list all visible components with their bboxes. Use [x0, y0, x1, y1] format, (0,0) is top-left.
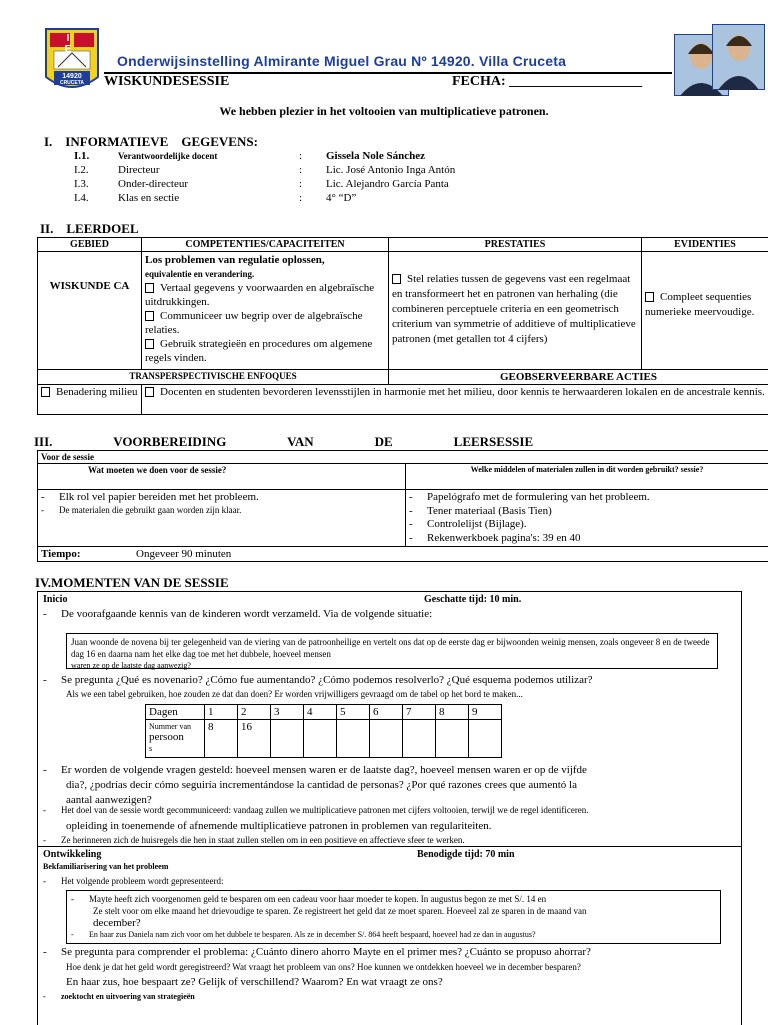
- info-row: I.3. Onder-directeur : Lic. Alejandro García Panta: [74, 178, 534, 192]
- session-heading: We hebben plezier in het voltooien van multiplicatieve patronen.: [0, 104, 768, 119]
- table-cell: [271, 720, 304, 758]
- list-item: - Tener materiaal (Basis Tien): [409, 505, 765, 519]
- inicio-label: Inicio: [43, 594, 67, 605]
- table-cell: 16: [238, 720, 271, 758]
- section1-heading: I. INFORMATIEVE GEGEVENS:: [44, 134, 258, 150]
- question-2: - Er worden de volgende vragen gesteld: hoeveel mensen waren er de laatste dag?, hoeveel mensen waren er op de vijfde dia?, ¿podrías decir cómo seguiría incrementándose la cantidad de personas? ¿Por qué razones crees que aumentó la aantal aanwezigen?: [43, 763, 587, 808]
- gebied-cell: WISKUNDE CA: [38, 252, 142, 370]
- section2-heading: II. LEERDOEL: [40, 221, 139, 237]
- wat-doen-cell: [38, 490, 406, 547]
- col-gebied: GEBIED: [38, 238, 142, 252]
- voor-sessie-label: Voor de sessie: [38, 451, 768, 464]
- comp-item: Gebruik strategieën en procedures om algemene regels vinden.: [145, 337, 385, 365]
- question-1: - Se pregunta ¿Qué es novenario? ¿Cómo fue aumentando? ¿Cómo podemos resolverlo? ¿Qué esquema podemos utilizar?: [43, 674, 593, 686]
- tiempo-row: Tiempo: Ongeveer 90 minuten: [38, 547, 768, 562]
- inicio-p1: - De voorafgaande kennis van de kinderen wordt verzameld. Via de volgende situatie:: [43, 608, 432, 620]
- col-prestaties: PRESTATIES: [389, 238, 642, 252]
- problem-intro: - Het volgende probleem wordt gepresenteerd:: [43, 876, 223, 886]
- house-rules: - Ze herinneren zich de huisregels die hen in staat zullen stellen om in een positieve en affectieve sfeer te werken.: [43, 835, 465, 845]
- table-header: 3: [271, 705, 304, 720]
- col-competenties: COMPETENTIES/CAPACITEITEN: [142, 238, 389, 252]
- session-goal-2: opleiding in toenemende of afnemende multiplicatieve patronen in problemen van regulariteiten.: [66, 820, 492, 832]
- table-header: 2: [238, 705, 271, 720]
- table-cell: [403, 720, 436, 758]
- middelen-cell: [406, 490, 768, 547]
- ontwikkeling-label: Ontwikkeling: [43, 849, 101, 860]
- info-row: I.4. Klas en sectie : 4° “D”: [74, 192, 534, 206]
- problem-box: - Mayte heeft zich voorgenomen geld te besparen om een cadeau voor haar moeder te kopen. In augustus begon ze met S/. 14 en Ze stelt voor om elke maand het drievoudige te sparen. Ze registreert het geld dat ze moet sparen. Hoeveel zal ze sparen in de maand van december? - En haar zus Daniela nam zich voor om het dubbele te besparen. Als ze in december S/. 864 heeft bespaard, hoeveel had ze dan in augustus?: [66, 890, 721, 944]
- list-item: - Controlelijst (Bijlage).: [409, 518, 765, 532]
- strategy-label: - zoektocht en uitvoering van strategieën: [43, 992, 195, 1001]
- section1-list: [74, 150, 534, 206]
- portrait-right: [712, 24, 765, 90]
- comp-item: Vertaal gegevens y voorwaarden en algebraïsche uitdrukkingen.: [145, 281, 385, 309]
- info-row: I.1. Verantwoordelijke docent : Gissela Nole Sánchez: [74, 150, 534, 164]
- list-item: - Rekenwerkboek pagina's: 39 en 40: [409, 532, 765, 546]
- checkbox-icon: [145, 311, 154, 321]
- section4-heading: IV.MOMENTEN VAN DE SESSIE: [35, 575, 229, 591]
- tijd-inicio: Geschatte tijd: 10 min.: [424, 594, 521, 605]
- question-3c: En haar zus, hoe bespaart ze? Gelijk of verschillend? Waarom? En wat vraagt ze ons?: [66, 976, 443, 988]
- info-row: I.2. Directeur : Lic. José Antonio Inga Antón: [74, 164, 534, 178]
- table-header: 5: [337, 705, 370, 720]
- list-item: - De materialen die gebruikt gaan worden zijn klaar.: [41, 504, 402, 517]
- col-wat-doen: Wat moeten we doen voor de sessie?: [38, 464, 406, 490]
- checkbox-icon: [41, 387, 50, 397]
- question-3: - Se pregunta para comprender el problema: ¿Cuánto dinero ahorro Mayte en el primer mes? ¿Cuánto se propuso ahorrar?: [43, 946, 591, 958]
- persons-table: [145, 704, 502, 758]
- list-item: - Elk rol vel papier bereiden met het probleem.: [41, 491, 402, 504]
- table-header: 1: [205, 705, 238, 720]
- acties-cell: Docenten en studenten bevorderen levensstijlen in harmonie met het milieu, door kennis te herwaarderen lokalen en de ancestrale kennis.: [142, 385, 768, 415]
- comp-item: Communiceer uw begrip over de algebraïsche relaties.: [145, 309, 385, 337]
- evidenties-cell: Compleet sequenties numerieke meervoudige.: [642, 252, 768, 370]
- session-goal: - Het doel van de sessie wordt gecommuniceerd: vandaag zullen we multiplicatieve patronen met cijfers voltooien, terwijl we de regel identificeren.: [43, 805, 589, 815]
- row-label: Nummer van persoon s: [146, 720, 205, 758]
- table-cell: 8: [205, 720, 238, 758]
- checkbox-icon: [145, 339, 154, 349]
- table-header: Dagen: [146, 705, 205, 720]
- table-header: 9: [469, 705, 502, 720]
- momenten-divider: [37, 846, 741, 847]
- question-1b: Als we een tabel gebruiken, hoe zouden ze dat dan doen? Er worden vrijwilligers gevraagd om de tabel op het bord te maken...: [66, 689, 523, 699]
- checkbox-icon: [392, 274, 401, 284]
- checkbox-icon: [145, 283, 154, 293]
- session-title: WISKUNDESESSIE: [104, 74, 229, 90]
- school-name: Onderwijsinstelling Almirante Miguel Grau Nº 14920. Villa Cruceta: [117, 53, 566, 69]
- leerdoel-table: [37, 237, 768, 415]
- logo-number: 14920: [54, 73, 90, 80]
- table-cell: [337, 720, 370, 758]
- prestaties-cell: Stel relaties tussen de gegevens vast een regelmaat en transformeert het en patronen van herhaling (die combineren perceptuele criteria en een geometrisch criterium van symmetrie of additieve of multiplicatieve patronen (met getallen tot 4 cijfers): [389, 252, 642, 370]
- table-cell: [304, 720, 337, 758]
- section3-heading: III. VOORBEREIDING VAN DE LEERSESSIE: [34, 434, 533, 450]
- tijd-ontwikkeling: Benodigde tijd: 70 min: [417, 849, 515, 860]
- table-cell: [469, 720, 502, 758]
- checkbox-icon: [645, 292, 654, 302]
- list-item: - Papelógrafo met de formulering van het probleem.: [409, 491, 765, 505]
- school-logo: [44, 27, 100, 97]
- story-box: Juan woonde de novena bij ter gelegenheid van de viering van de patroonheilige en vertelt ons dat op de eerste dag er bijwoonden weinig mensen, zoals ongeveer 8 en de tweede dag 16 en daarna nam het elke dag toe met het dubbele, hoeveel mensen waren ze op de laatste dag aanwezig?: [66, 633, 718, 669]
- logo-place: CRUCETA: [54, 80, 90, 86]
- table-header: 4: [304, 705, 337, 720]
- enfoque-cell: Benadering milieu: [38, 385, 142, 415]
- logo-letters: I E: [54, 33, 90, 55]
- voorbereiding-table: [37, 450, 768, 562]
- checkbox-icon: [145, 387, 154, 397]
- acties-header: GEOBSERVEERBARE ACTIES: [389, 370, 768, 385]
- table-header: 7: [403, 705, 436, 720]
- table-cell: [370, 720, 403, 758]
- question-3b: Hoe denk je dat het geld wordt geregistreerd? Wat vraagt het probleem van ons? Hoe kunnen we ontdekken hoeveel we in december besparen?: [66, 962, 581, 972]
- col-middelen: Welke middelen of materialen zullen in dit worden gebruikt? sessie?: [406, 464, 768, 490]
- fecha-field: FECHA: ___________________: [452, 74, 642, 90]
- table-header: 8: [436, 705, 469, 720]
- familiarisering-label: Bekfamiliarisering van het probleem: [43, 862, 168, 871]
- enfoques-header: TRANSPERSPECTIVISCHE ENFOQUES: [38, 370, 389, 385]
- col-evidenties: EVIDENTIES: [642, 238, 768, 252]
- table-cell: [436, 720, 469, 758]
- competenties-cell: Los problemen van regulatie oplossen, equivalentie en verandering. Vertaal gegevens y voorwaarden en algebraïsche uitdrukkingen. Communiceer uw begrip over de algebraïsche relaties. Gebruik strategieën en procedures om algemene regels vinden.: [142, 252, 389, 370]
- table-header: 6: [370, 705, 403, 720]
